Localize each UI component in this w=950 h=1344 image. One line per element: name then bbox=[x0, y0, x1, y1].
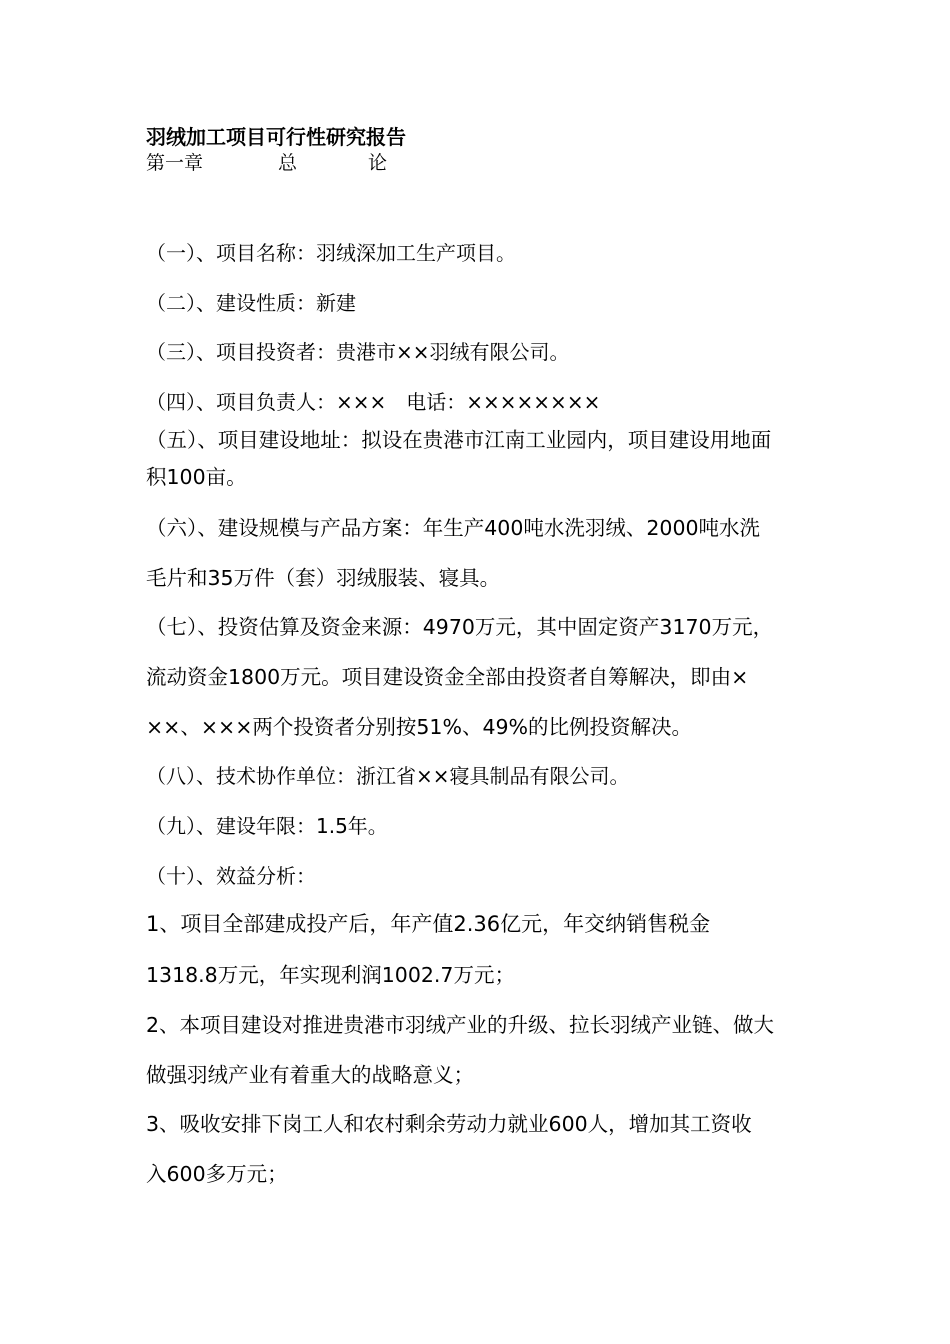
benefit-2-line2: 做强羽绒产业有着重大的战略意义； bbox=[146, 1063, 474, 1087]
item-location-line1: （五）、项目建设地址：拟设在贵港市江南工业园内，项目建设用地面 bbox=[146, 428, 772, 452]
item-construction-nature: （二）、建设性质：新建 bbox=[146, 291, 356, 315]
item-benefit-analysis: （十）、效益分析： bbox=[146, 864, 316, 888]
item-project-name: （一）、项目名称：羽绒深加工生产项目。 bbox=[146, 241, 516, 265]
item-investment-line3: ××、×××两个投资者分别按51%、49%的比例投资解决。 bbox=[146, 715, 693, 739]
item-tech-partner: （八）、技术协作单位：浙江省××寝具制品有限公司。 bbox=[146, 764, 630, 788]
chapter-number: 第一章 bbox=[146, 152, 204, 174]
chapter-name-part2: 论 bbox=[368, 152, 388, 174]
document-title: 羽绒加工项目可行性研究报告 bbox=[146, 125, 406, 149]
item-investment-line1: （七）、投资估算及资金来源：4970万元，其中固定资产3170万元， bbox=[146, 615, 774, 639]
item-scale-line1: （六）、建设规模与产品方案：年生产400吨水洗羽绒、2000吨水洗 bbox=[146, 516, 761, 540]
item-construction-period: （九）、建设年限：1.5年。 bbox=[146, 814, 388, 838]
benefit-1-line2: 1318.8万元，年实现利润1002.7万元； bbox=[146, 963, 515, 987]
item-investor: （三）、项目投资者：贵港市××羽绒有限公司。 bbox=[146, 340, 570, 364]
benefit-1-line1: 1、项目全部建成投产后，年产值2.36亿元，年交纳销售税金 bbox=[146, 912, 711, 936]
item-location-line2: 积100亩。 bbox=[146, 465, 247, 489]
benefit-2-line1: 2、本项目建设对推进贵港市羽绒产业的升级、拉长羽绒产业链、做大 bbox=[146, 1013, 775, 1037]
chapter-name-part1: 总 bbox=[278, 152, 298, 174]
item-investment-line2: 流动资金1800万元。项目建设资金全部由投资者自筹解决，即由× bbox=[146, 665, 749, 689]
benefit-3-line1: 3、吸收安排下岗工人和农村剩余劳动力就业600人，增加其工资收 bbox=[146, 1112, 752, 1136]
item-scale-line2: 毛片和35万件（套）羽绒服装、寝具。 bbox=[146, 566, 501, 590]
benefit-3-line2: 入600多万元； bbox=[146, 1162, 288, 1186]
item-project-leader: （四）、项目负责人：××× 电话：×××××××× bbox=[146, 390, 601, 414]
